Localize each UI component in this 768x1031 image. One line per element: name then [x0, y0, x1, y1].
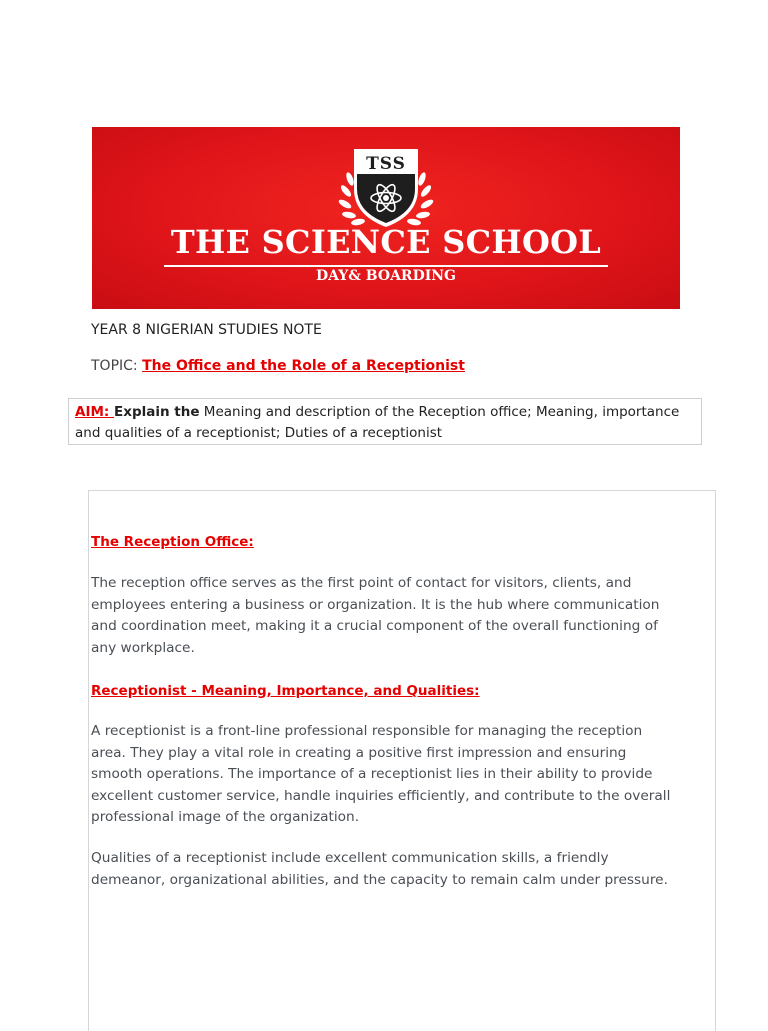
aim-explain: Explain the	[114, 404, 200, 420]
school-tagline: DAY& BOARDING	[315, 268, 457, 284]
school-banner	[92, 127, 680, 309]
topic-label: TOPIC:	[91, 358, 143, 374]
school-name: THE SCIENCE SCHOOL	[170, 223, 602, 261]
section-title-reception-office: The Reception Office:	[91, 534, 254, 550]
paragraph-receptionist-meaning: A receptionist is a front-line professional responsible for managing the reception area. They play a vital role in creating a positive first impression and ensuring smooth operations. The importance of a receptionist lies in their ability to provide excellent customer service, handle inquiries efficiently, and contribute to the overall professional image of the organization.	[91, 723, 671, 825]
paragraph-receptionist-qualities: Qualities of a receptionist include excellent communication skills, a friendly demeanor, organizational abilities, and the capacity to remain calm under pressure.	[91, 850, 668, 888]
aim-box	[68, 398, 702, 445]
note-heading: YEAR 8 NIGERIAN STUDIES NOTE	[91, 322, 322, 338]
paragraph-reception-office: The reception office serves as the first point of contact for visitors, clients, and employees entering a business or organization. It is the hub where communication and coordination meet, making it a crucial component of the overall functioning of any workplace.	[91, 575, 660, 656]
topic-title: The Office and the Role of a Receptionist	[142, 358, 465, 374]
aim-text: Meaning and description of the Reception office; Meaning, importance and qualities of a receptionist; Duties of a receptionist	[75, 404, 680, 441]
section-title-receptionist: Receptionist - Meaning, Importance, and Qualities:	[91, 683, 480, 699]
aim-label: AIM:	[75, 404, 115, 420]
banner-underline	[164, 265, 608, 267]
topic-line	[91, 358, 465, 374]
logo-text: TSS	[366, 154, 406, 174]
